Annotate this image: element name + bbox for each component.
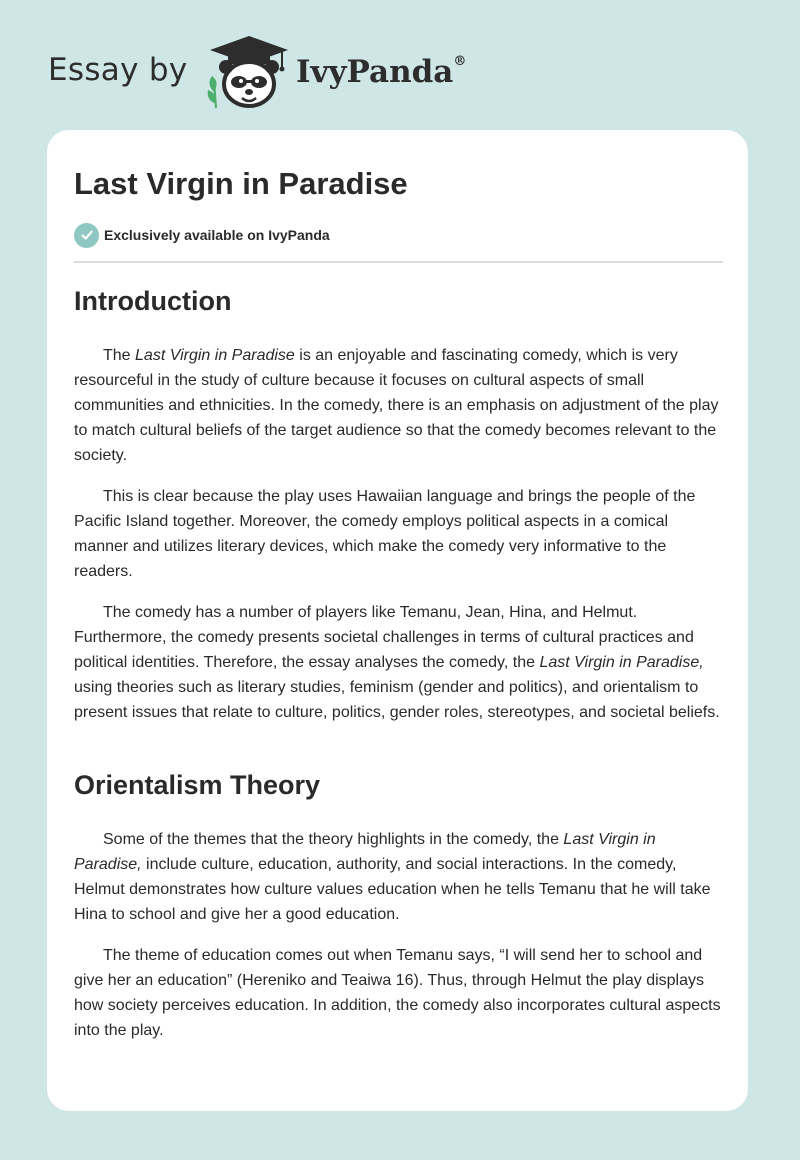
paragraph: The comedy has a number of players like Temanu, Jean, Hina, and Helmut. Furthermore, the comedy presents societal challenges in terms of cultural practices and political identities. Therefore, the essay analyses the comedy, the Last Virgin in Paradise, using theories such as literary studies, feminism (gender and politics), and orientalism to present issues that relate to culture, politics, gender roles, stereotypes, and societal beliefs. <box>74 604 720 721</box>
site-header <box>48 34 648 114</box>
essay-card <box>47 130 748 1111</box>
paragraph: Some of the themes that the theory highlights in the comedy, the Last Virgin in Paradise, include culture, education, authority, and social interactions. In the comedy, Helmut demonstrates how culture values education when he tells Temanu that he will take Hina to school and give her a good education. <box>74 831 711 923</box>
page-title: Last Virgin in Paradise <box>74 166 408 201</box>
exclusive-badge <box>74 222 330 248</box>
check-icon <box>74 223 99 248</box>
italic-title: Last Virgin in Paradise, <box>74 831 656 873</box>
paragraph: The Last Virgin in Paradise is an enjoyable and fascinating comedy, which is very resourceful in the study of culture because it focuses on cultural aspects of small communities and ethnicities. In the comedy, there is an emphasis on adjustment of the play to match cultural beliefs of the target audience so that the comedy becomes relevant to the society. <box>74 347 719 464</box>
section-heading-orientalism: Orientalism Theory <box>74 770 321 800</box>
italic-title: Last Virgin in Paradise <box>135 347 295 364</box>
badge-text: Exclusively available on IvyPanda <box>104 227 330 243</box>
essay-by-label: Essay by <box>48 52 188 88</box>
section-heading-introduction: Introduction <box>74 286 232 316</box>
brand-name[interactable]: IvyPanda® <box>296 53 467 90</box>
paragraph: The theme of education comes out when Temanu says, “I will send her to school and give her an education” (Hereniko and Teaiwa 16). Thus, through Helmut the play displays how society perceives education. In addition, the comedy also incorporates cultural aspects into the play. <box>74 947 721 1039</box>
paragraph: This is clear because the play uses Hawaiian language and brings the people of the Pacific Island together. Moreover, the comedy employs political aspects in a comical manner and utilizes literary devices, which make the comedy very informative to the readers. <box>74 488 696 580</box>
italic-title: Last Virgin in Paradise, <box>539 654 704 671</box>
panda-logo-icon[interactable] <box>204 34 294 110</box>
registered-mark: ® <box>453 53 467 69</box>
divider <box>74 261 723 263</box>
